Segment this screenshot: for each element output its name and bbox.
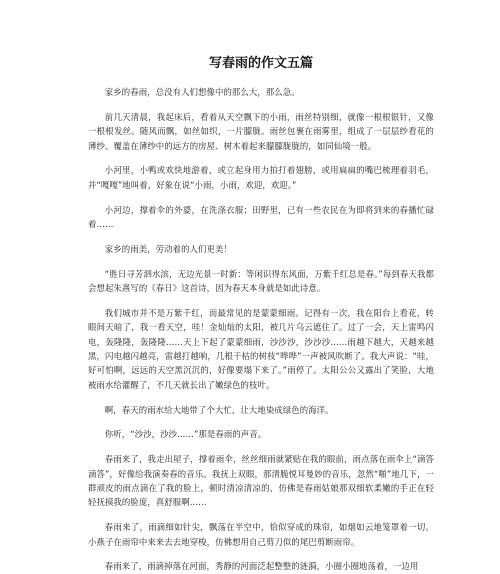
paragraph: 春雨来了，我走出屋子，撑着雨伞，丝丝细雨就紧贴在我的眼前，雨点落在雨伞上“滴答滴答”，好像给我演奏春的音乐。我抚上双眼，那清脆悦耳曼妙的音乐，忽然“啪”地几下，一群顽皮的雨点滴在了我的脸上，顿时清凉清凉的，仿佛是春雨姑娘那双细软柔嫩的手正在轻轻抚摸我的脸庞，真舒服啊…… [88, 454, 434, 508]
paragraph: 小河边，撑着伞的外婆，在洗涤衣服；田野里，已有一些农民在为即将到来的春播忙碌着…… [88, 204, 434, 230]
paragraph: 家乡的雨美，劳动着的人们更美！ [104, 243, 232, 254]
paragraph: 你听，“沙沙，沙沙……”那是春雨的声音。 [104, 429, 267, 440]
article-title: 写春雨的作文五篇 [208, 56, 313, 71]
paragraph: 前几天清晨，我起床后，看着从天空飘下的小雨，雨丝特别细，就像一根根银针，又像一根根发丝。随风而飘，如丝如织，一片朦胧。雨丝包裹在雨雾里，组成了一层层纱看花的薄纱。覆盖在薄纱中的远方的房屋、树木着起来朦朦胧胧的，如同仙境一般。 [88, 111, 434, 151]
paragraph: 我们城市并不是万紫千红，而最常见的是蒙蒙细雨。记得有一次，我在阳台上看花，转眼间天暗了，我一看天空，哇！金灿灿的太阳，被几片乌云遮住了。过了一会，天上雷鸣闪电，轰隆隆，轰隆隆……天上下起了蒙蒙细雨，沙沙沙，沙沙沙……雨越下越大，天越来越黑，闪电越闪越亮，雷越打越响，几根干枯的树枝“哗哗”一声被风吹断了。我大声说：“哇，好可怕啊，远远的天空黑沉沉的，好像要塌下来了。”雨停了。太阳公公又露出了笑脸，大地被雨水给灌醒了，不几天就长出了嫩绿色的枝叶。 [88, 307, 434, 390]
paragraph: 春雨来了，雨滴细如针尖，飘荡在半空中，恰似穿成的珠帘，如烟如云地笼罩着一切。小燕子在雨帘中来来去去地穿梭，仿佛想用自己剪刀似的尾巴剪断雨帘。 [88, 522, 434, 547]
paragraph: 家乡的春雨，总没有人们想像中的那么大，那么急。 [104, 87, 300, 97]
paragraph: 小河里，小鸭或欢快地游着，或立起身用力拍打着翅膀，或用扁扁的嘴巴梳理着羽毛，并“嘎嘎”地叫着，好象在说“小雨，小雨，欢迎，欢迎。” [88, 165, 434, 190]
paragraph: 春雨来了，雨滴掉落在河面，秀静的河面泛起整整的涟漪，小圈小圈地荡着，一边用 [104, 561, 419, 572]
paragraph: 啊，春天的雨水给大地带了个大忙，让大地染成绿色的海洋。 [104, 404, 334, 415]
paragraph: “胜日寻芳泗水滨，无边光景一时新：等闲识得东风面，万紫千红总是春。”每到春天我都会想起朱熹写的《春日》这首诗，因为春天本身就是如此诗意。 [88, 268, 434, 294]
